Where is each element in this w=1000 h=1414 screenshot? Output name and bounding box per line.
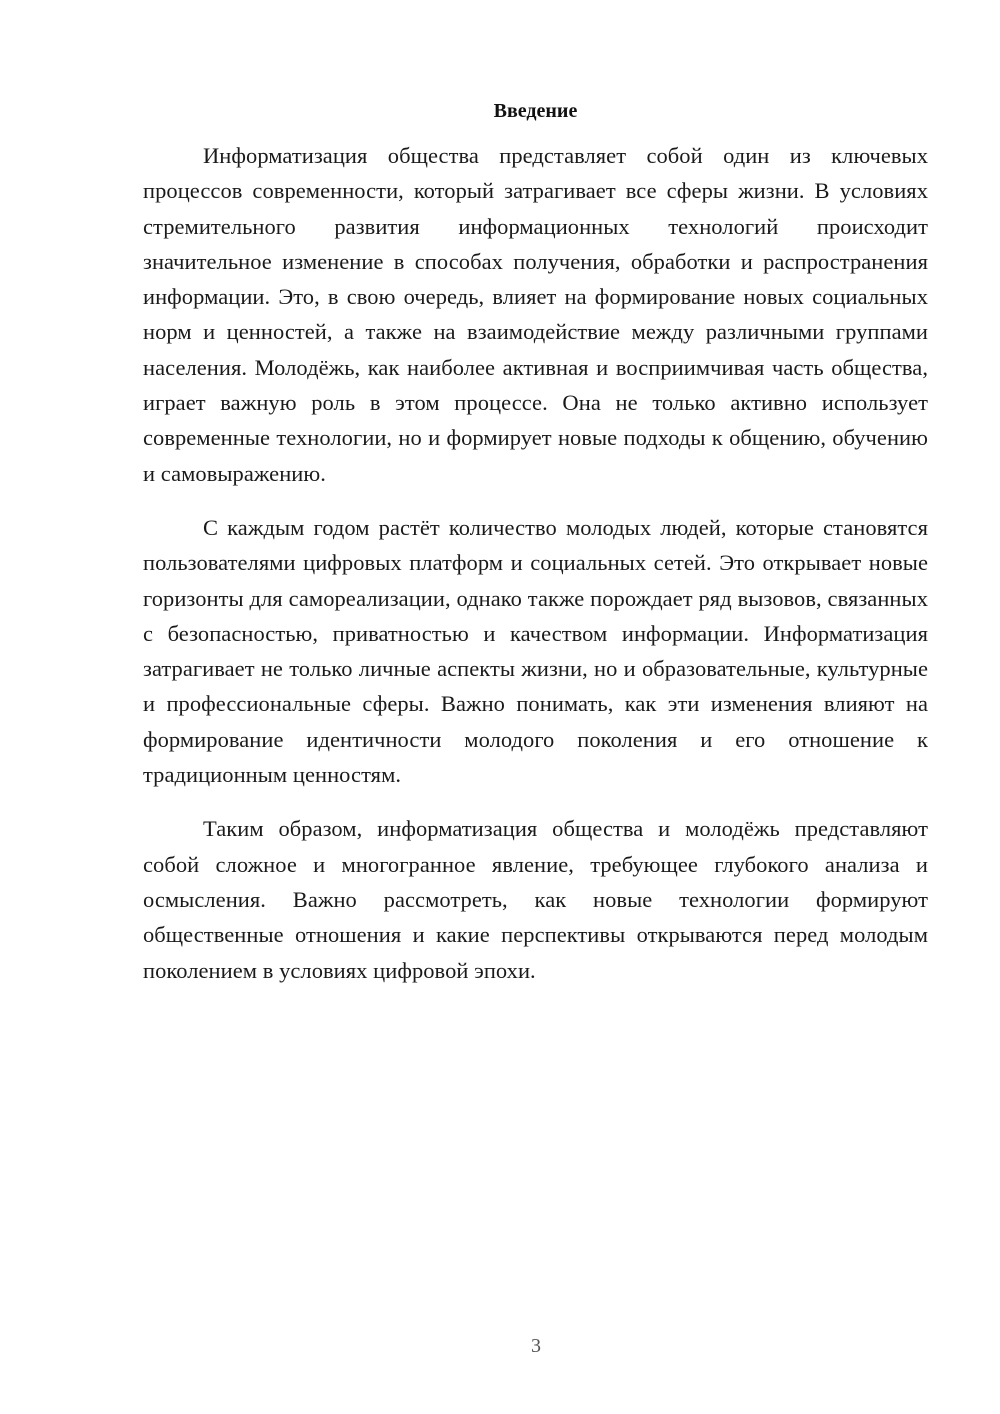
section-heading: Введение <box>493 100 578 122</box>
paragraph-1: Информатизация общества представляет собой один из ключевых процессов современности, который затрагивает все сферы жизни. В условиях стремительного развития информационных технологий происходит значительное изменение в способах получения, обработки и распространения информации. Это, в свою очередь, влияет на формирование новых социальных норм и ценностей, а также на взаимодействие между различными группами населения. Молодёжь, как наиболее активная и восприимчивая часть общества, играет важную роль в этом процессе. Она не только активно использует современные технологии, но и формирует новые подходы к общению, обучению и самовыражению. <box>143 143 928 486</box>
page-number: 3 <box>531 1335 541 1357</box>
page-content <box>143 96 928 1007</box>
paragraph-2: С каждым годом растёт количество молодых людей, которые становятся пользователями цифровых платформ и социальных сетей. Это открывает новые горизонты для самореализации, однако также порождает ряд вызовов, связанных с безопасностью, приватностью и качеством информации. Информатизация затрагивает не только личные аспекты жизни, но и образовательные, культурные и профессиональные сферы. Важно понимать, как эти изменения влияют на формирование идентичности молодого поколения и его отношение к традиционным ценностям. <box>143 514 928 788</box>
paragraph-3: Таким образом, информатизация общества и молодёжь представляют собой сложное и многогранное явление, требующее глубокого анализа и осмысления. Важно рассмотреть, как новые технологии формируют общественные отношения и какие перспективы открываются перед молодым поколением в условиях цифровой эпохи. <box>143 816 928 983</box>
